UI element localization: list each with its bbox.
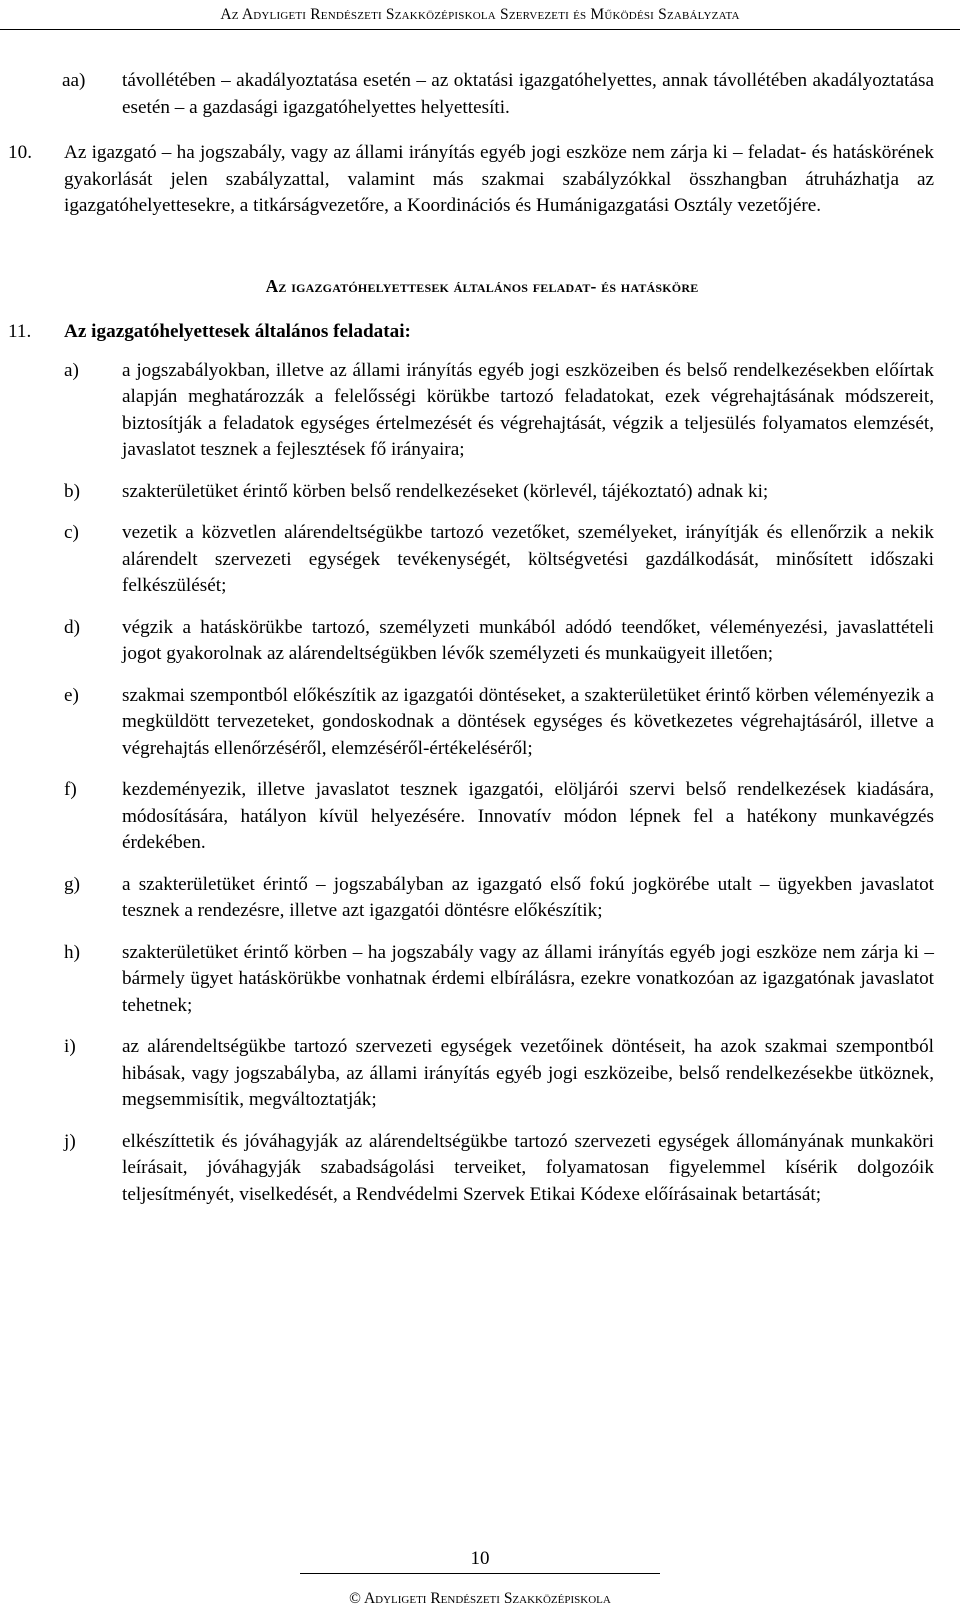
- document-body: [0, 68, 960, 1223]
- item-label: c): [64, 522, 79, 543]
- copyright-footer: © Adyligeti Rendészeti Szakközépiskola: [349, 1590, 611, 1607]
- item-text: végzik a hatáskörükbe tartozó, személyzeti munkából adódó teendőket, véleményezési, javaslattételi jogot gyakorolnak az alárendeltségükben lévők személyzeti és munkaügyeit illetően;: [122, 616, 934, 664]
- item-label: e): [64, 684, 79, 706]
- list-item: [0, 872, 960, 925]
- paragraph-number: 10.: [8, 142, 32, 163]
- item-text: szakterületüket érintő körben – ha jogszabály vagy az állami irányítás egyéb jogi eszköze nem zárja ki – bármely ügyet hatáskörükbe vonhatnak érdemi elbírálásra, ezekre vonatkozóan az igazgatónak javaslatot tehetnek;: [122, 941, 934, 1016]
- item-label: b): [64, 480, 80, 502]
- paragraph-11: [0, 319, 960, 346]
- running-header: Az Adyligeti Rendészeti Szakközépiskola Szervezeti és Működési Szabályzata: [220, 6, 740, 23]
- item-label: d): [64, 616, 80, 638]
- list-item-aa: [0, 68, 960, 121]
- list-item: [0, 683, 960, 763]
- list-item: [0, 615, 960, 668]
- item-label: a): [64, 359, 79, 381]
- item-text: kezdeményezik, illetve javaslatot tesznek igazgatói, elöljárói szervi belső rendelkezések kiadására, módosítására, hatályon kívül helyezésére. Innovatív módon lépnek fel a hatékony munkavégzés érdekében.: [122, 779, 934, 853]
- item-label: j): [64, 1130, 76, 1152]
- item-label: g): [64, 873, 80, 895]
- item-text: vezetik a közvetlen alárendeltségükbe tartozó vezetőket, személyeket, irányítják és ellenőrzik a nekik alárendelt szervezeti egységek tevékenységét, költségvetési gazdálkodását, minősített időszaki felkészülését;: [122, 522, 934, 596]
- footer-rule: [300, 1573, 660, 1574]
- item-text: szakmai szempontból előkészítik az igazgatói döntéseket, a szakterületüket érintő körben véleményezik a megküldött tervezeteket, gondoskodnak a döntések egységes és következetes végrehajtásáról, illetve a végrehajtás ellenőrzéséről, elemzéséről-értékeléséről;: [122, 684, 934, 759]
- item-label: f): [64, 779, 77, 800]
- list-item: [0, 1034, 960, 1114]
- list-item: [0, 358, 960, 464]
- page-number: 10: [470, 1548, 490, 1569]
- list-item: [0, 1129, 960, 1209]
- list-item: [0, 479, 960, 506]
- header-rule: [0, 29, 960, 30]
- paragraph-lead: Az igazgatóhelyettesek általános feladatai:: [64, 321, 411, 342]
- item-text: az alárendeltségükbe tartozó szervezeti egységek vezetőinek döntéseit, ha azok szakmai szempontból hibásak, vagy jogszabályba, az állami irányítás egyéb jogi eszközeibe, belső rendelkezésekbe ütköznek, megsemmisítik, megváltoztatják;: [122, 1036, 934, 1110]
- list-item: [0, 777, 960, 857]
- item-label: h): [64, 941, 80, 963]
- item-list: [0, 358, 960, 1209]
- item-text: a szakterületüket érintő – jogszabályban az igazgató első fokú jogkörébe utalt – ügyekben javaslatot tesznek a rendezésre, illetve azt igazgatói döntésre előkészítik;: [122, 873, 934, 921]
- paragraph-text: Az igazgató – ha jogszabály, vagy az állami irányítás egyéb jogi eszköze nem zárja ki – feladat- és hatáskörének gyakorlását jelen szabályzattal, valamint más szakmai szabályzókkal összhangban átruházhatja az igazgatóhelyettesekre, a titkárságvezetőre, a Koordinációs és Humánigazgatási Osztály vezetőjére.: [64, 142, 934, 216]
- item-label: i): [64, 1036, 76, 1057]
- list-item: [0, 520, 960, 600]
- section-heading: Az igazgatóhelyettesek általános feladat- és hatásköre: [265, 275, 699, 296]
- paragraph-number: 11.: [8, 321, 32, 342]
- item-text: a jogszabályokban, illetve az állami irányítás egyéb jogi eszközeiben és belső rendelkezésekben előírtak alapján meghatározzák a felelősségi körükbe tartozó feladatokat, ezek végrehajtásának módszereit, biztosítják a feladatok egységes értelmezését és végrehajtását, végzik a teljesülés folyamatos elemzését, javaslatot tesznek a fejlesztések fő irányaira;: [122, 359, 934, 460]
- item-text: távollétében – akadályoztatása esetén – az oktatási igazgatóhelyettes, annak távollétében akadályoztatása esetén – a gazdasági igazgatóhelyettes helyettesíti.: [122, 70, 934, 118]
- item-text: elkészíttetik és jóváhagyják az alárendeltségükbe tartozó szervezeti egységek állományának munkaköri leírásait, jóváhagyják szabadságolási terveiket, folyamatosan figyelemmel kísérik dolgozóik teljesítményét, viselkedését, a Rendvédelmi Szervek Etikai Kódexe előírásainak betartását;: [122, 1130, 934, 1205]
- item-label: aa): [62, 70, 86, 91]
- paragraph-10: [0, 140, 960, 220]
- item-text: szakterületüket érintő körben belső rendelkezéseket (körlevél, tájékoztató) adnak ki;: [122, 480, 769, 502]
- list-item: [0, 940, 960, 1020]
